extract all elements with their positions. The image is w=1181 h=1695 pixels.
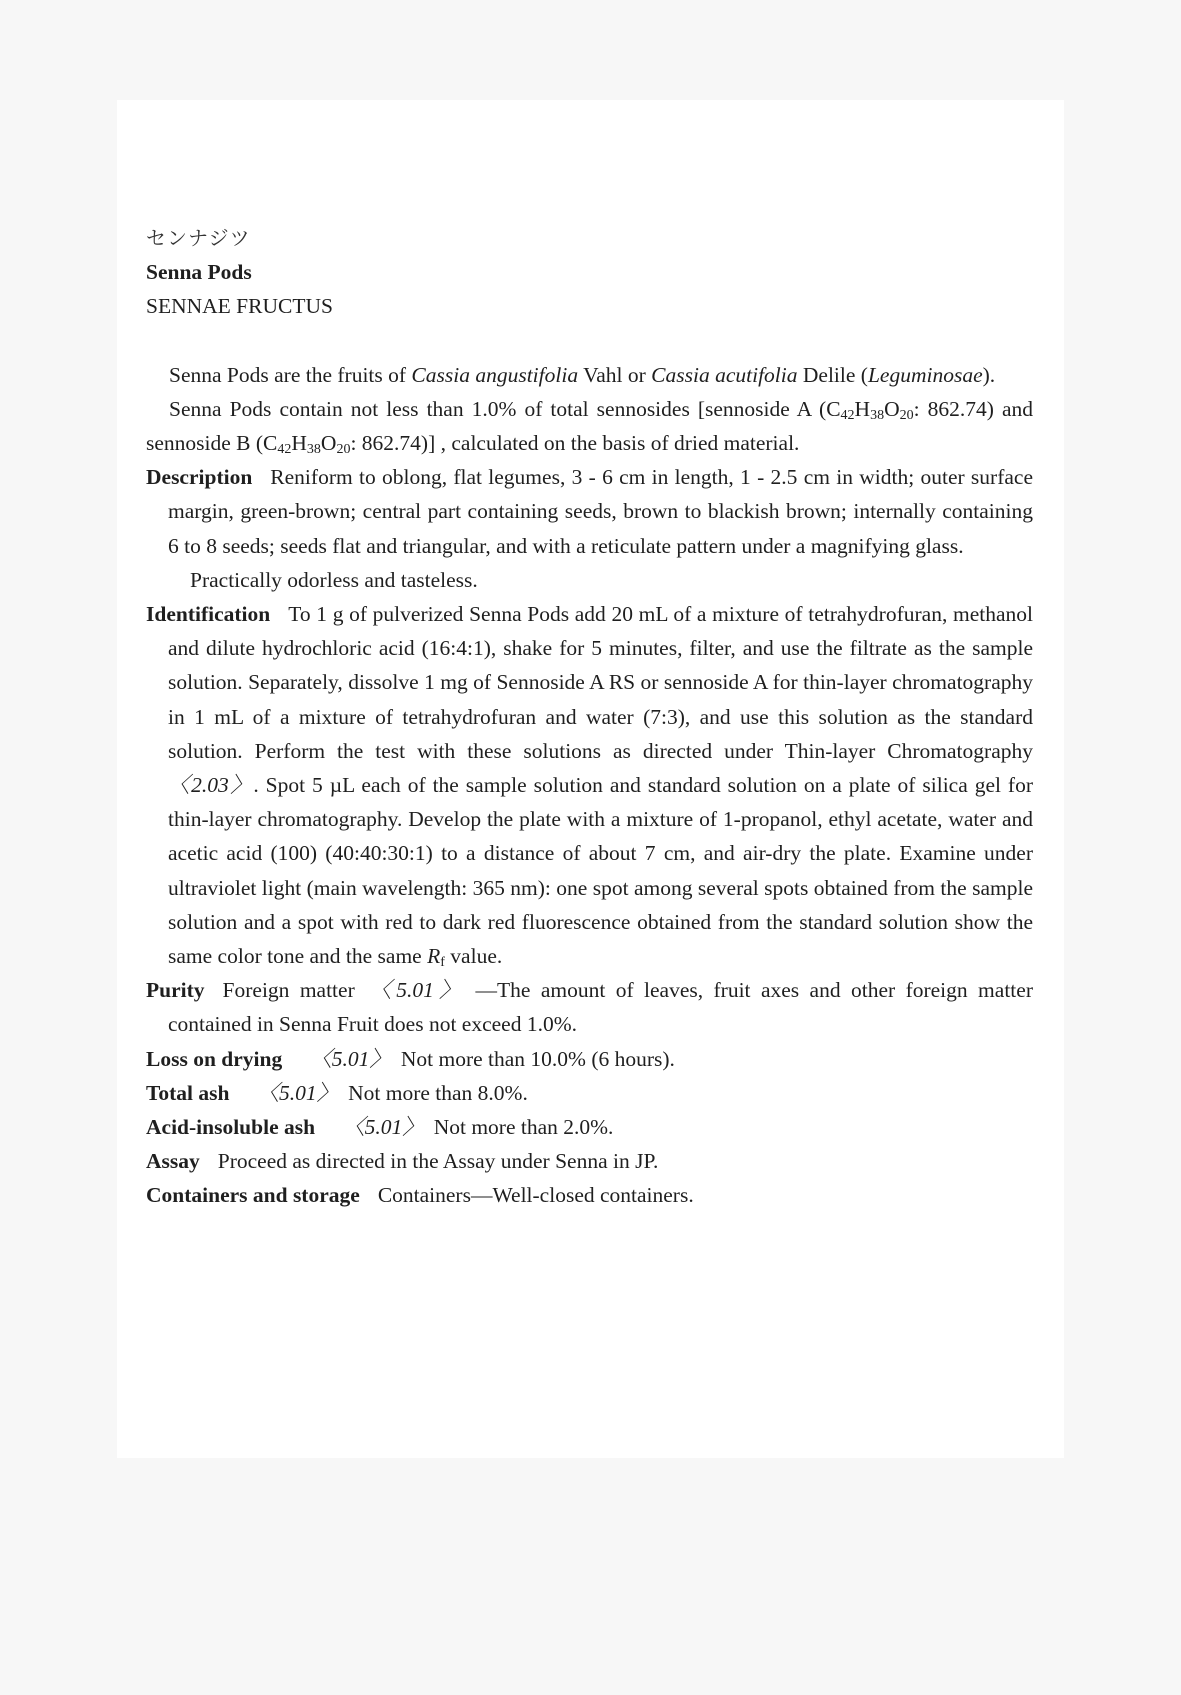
latin-title: SENNAE FRUCTUS: [146, 294, 333, 319]
total-ash-section: Total ash 〈5.01〉 Not more than 8.0%.: [146, 1080, 528, 1105]
loss-on-drying-heading: Loss on drying: [146, 1046, 283, 1071]
origin-paragraph: Senna Pods are the fruits of Cassia angustifolia Vahl or Cassia acutifolia Delile (Leguminosae).: [169, 362, 996, 387]
monograph-body: [146, 221, 1033, 1213]
assay-heading: Assay: [146, 1149, 200, 1174]
assay-section: Assay Proceed as directed in the Assay under Senna in JP.: [146, 1149, 659, 1174]
test-reference: 〈5.01〉: [310, 1046, 391, 1071]
description-section: [146, 460, 1033, 563]
test-reference: 〈5.01〉: [343, 1115, 424, 1140]
english-title: Senna Pods: [146, 260, 252, 285]
odor-taste-text: Practically odorless and tasteless.: [190, 567, 478, 592]
acid-insoluble-ash-section: Acid-insoluble ash 〈5.01〉 Not more than 2.0%.: [146, 1115, 614, 1140]
acid-insoluble-ash-heading: Acid-insoluble ash: [146, 1115, 316, 1140]
japanese-title: センナジツ: [146, 226, 251, 250]
description-heading: Description: [146, 465, 253, 490]
identification-heading: Identification: [146, 602, 271, 627]
content-paragraph: Senna Pods contain not less than 1.0% of total sennosides [sennoside A ($C_{42}H_{38}O_{20}$: 862.74) and sennoside B ($C_{42}H_{38}O_{20}$: 862.74)] , calculated on the basis of dried material.: [146, 396, 1033, 458]
description-text: Reniform to oblong, flat legumes, 3 - 6 cm in length, 1 - 2.5 cm in width; outer surface margin, green-brown; central part containing seeds, brown to blackish brown; internally containing 6 to 8 seeds; seeds flat and triangular, and with a reticulate pattern under a magnifying glass.: [168, 465, 1033, 558]
containers-heading: Containers and storage: [146, 1183, 360, 1208]
test-reference: 〈5.01〉: [257, 1080, 339, 1105]
test-reference: 〈2.03〉: [168, 773, 254, 798]
identification-section: Identification To 1 g of pulverized Senna Pods add 20 mL of a mixture of tetrahydrofuran, methanol and dilute hydrochloric acid (16:4:1), shake for 5 minutes, filter, and use the filtrate as the sample solution. Separately, dissolve 1 mg of Sennoside A RS or sennoside A for thin-layer chromatography in 1 mL of a mixture of tetrahydrofuran and water (7:3), and use this solution as the standard solution. Perform the test with these solutions as directed under Thin-layer Chromatography 〈2.03〉. Spot 5 µL each of the sample solution and standard solution on a plate of silica gel for thin-layer chromatography. Develop the plate with a mixture of 1-propanol, ethyl acetate, water and acetic acid (100) (40:40:30:1) to a distance of about 7 cm, and air-dry the plate. Examine under ultraviolet light (main wavelength: 365 nm): one spot among several spots obtained from the sample solution and a spot with red to dark red fluorescence obtained from the standard solution show the same color tone and the same $R_f$ value.: [146, 602, 1033, 971]
spacer: [146, 324, 1033, 358]
loss-on-drying-section: Loss on drying 〈5.01〉 Not more than 10.0% (6 hours).: [146, 1046, 675, 1071]
containers-section: Containers and storage Containers—Well-closed containers.: [146, 1183, 694, 1208]
test-reference: 〈5.01〉: [364, 978, 466, 1003]
total-ash-heading: Total ash: [146, 1080, 230, 1105]
purity-section: Purity Foreign matter 〈5.01〉 —The amount of leaves, fruit axes and other foreign matter contained in Senna Fruit does not exceed 1.0%.: [146, 978, 1033, 1037]
purity-heading: Purity: [146, 978, 205, 1003]
